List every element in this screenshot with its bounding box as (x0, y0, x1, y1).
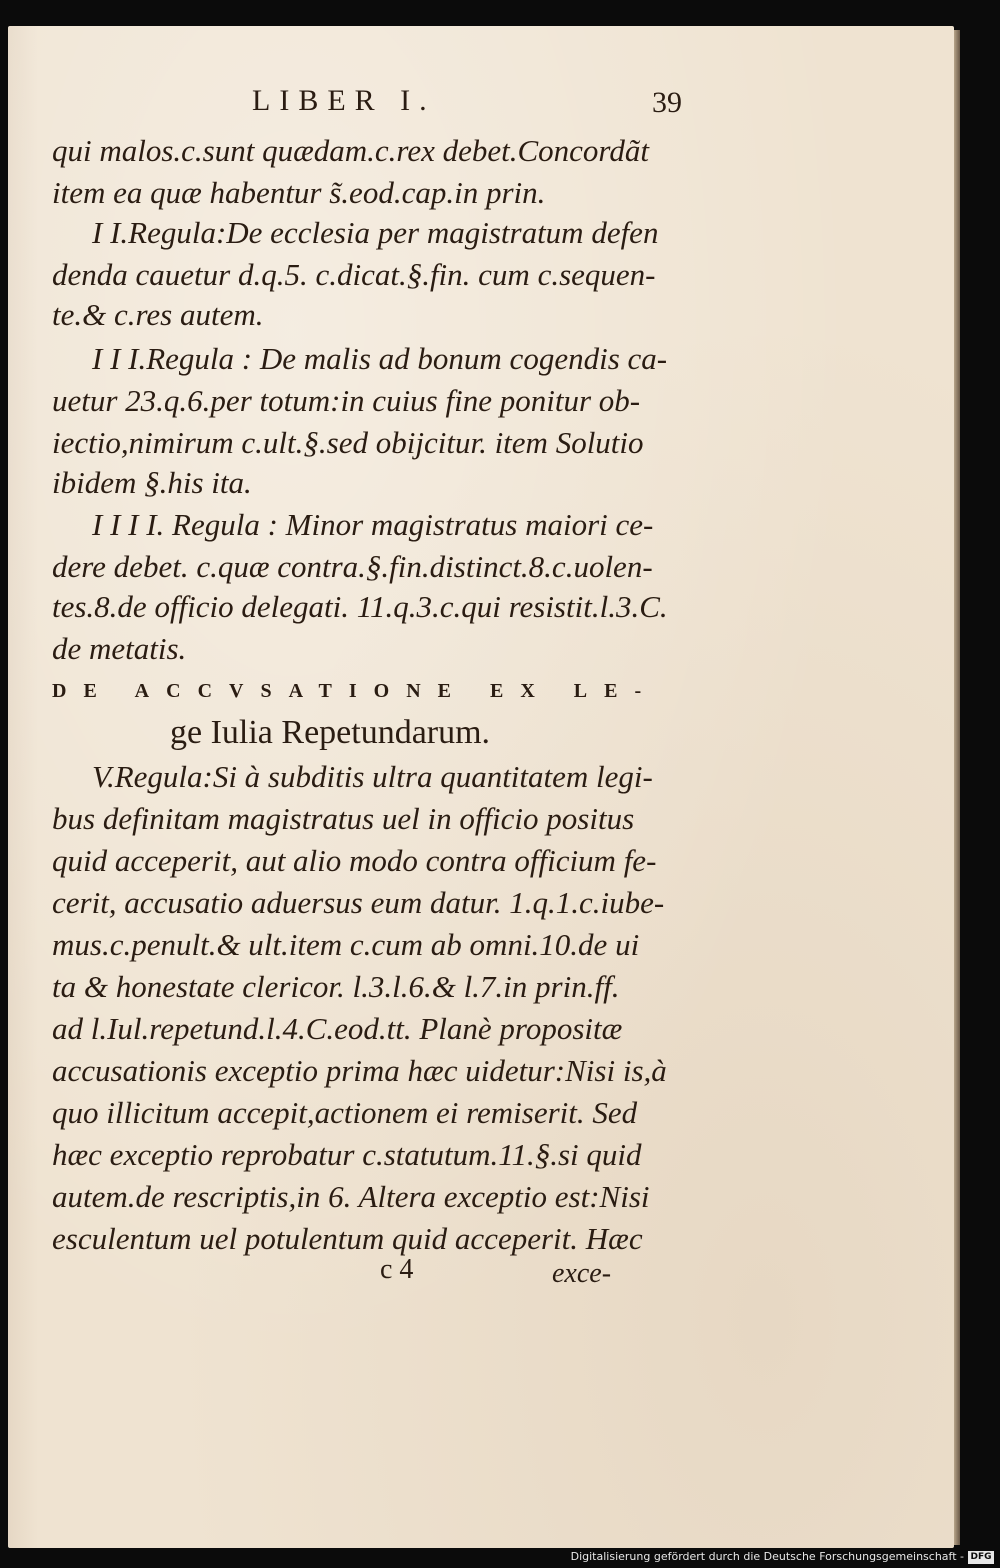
page-number: 39 (652, 86, 682, 119)
text-line: mus.c.penult.& ult.item c.cum ab omni.10.de ui (52, 927, 640, 962)
text-line: iectio,nimirum c.ult.§.sed obijcitur. item Solutio (52, 425, 644, 460)
text-line: V.Regula:Si à subditis ultra quantitatem legi- (92, 759, 653, 794)
catchword: exce- (552, 1258, 612, 1289)
text-line: ad l.Iul.repetund.l.4.C.eod.tt. Planè propositæ (52, 1011, 623, 1046)
text-line: accusationis exceptio prima hæc uidetur:Nisi is,à (52, 1053, 667, 1088)
text-line: autem.de rescriptis,in 6. Altera exceptio est:Nisi (52, 1179, 650, 1214)
running-title: LIBER I. (252, 84, 436, 117)
text-line: de metatis. (52, 631, 187, 666)
text-line: quid acceperit, aut alio modo contra officium fe- (52, 843, 657, 878)
text-line: te.& c.res autem. (52, 297, 264, 332)
text-line: denda cauetur d.q.5. c.dicat.§.fin. cum c.sequen- (52, 257, 656, 292)
text-line: cerit, accusatio aduersus eum datur. 1.q.1.c.iube- (52, 885, 665, 920)
section-heading: DE ACCVSATIONE EX LE- (52, 680, 659, 702)
section-heading-continued: ge Iulia Repetundarum. (170, 714, 491, 751)
page-edge (954, 30, 960, 1545)
text-line: quo illicitum accepit,actionem ei remiserit. Sed (52, 1095, 638, 1130)
digitization-credit: Digitalisierung gefördert durch die Deutsche Forschungsgemeinschaft - (570, 1550, 964, 1563)
footer-bar (0, 1548, 1000, 1568)
running-head (52, 84, 692, 124)
text-line: dere debet. c.quæ contra.§.fin.distinct.8.c.uolen- (52, 549, 653, 584)
text-line: I I I I. Regula : Minor magistratus maiori ce- (92, 507, 654, 542)
text-line: item ea quæ habentur s̃.eod.cap.in prin. (52, 175, 546, 210)
text-line: I I I.Regula : De malis ad bonum cogendis ca- (92, 341, 668, 376)
text-line: I I.Regula:De ecclesia per magistratum defen (92, 215, 659, 250)
text-line: ta & honestate clericor. l.3.l.6.& l.7.in prin.ff. (52, 969, 620, 1004)
text-line: tes.8.de officio delegati. 11.q.3.c.qui resistit.l.3.C. (52, 589, 668, 624)
text-line: hæc exceptio reprobatur c.statutum.11.§.si quid (52, 1137, 642, 1172)
text-line: ibidem §.his ita. (52, 465, 252, 500)
text-line: esculentum uel potulentum quid acceperit. Hæc (52, 1221, 643, 1256)
dfg-logo: DFG (968, 1551, 994, 1564)
signature-mark: c 4 (380, 1254, 414, 1285)
text-line: uetur 23.q.6.per totum:in cuius fine ponitur ob- (52, 383, 641, 418)
text-line: qui malos.c.sunt quædam.c.rex debet.Concordãt (52, 133, 649, 168)
text-line: bus definitam magistratus uel in officio positus (52, 801, 635, 836)
